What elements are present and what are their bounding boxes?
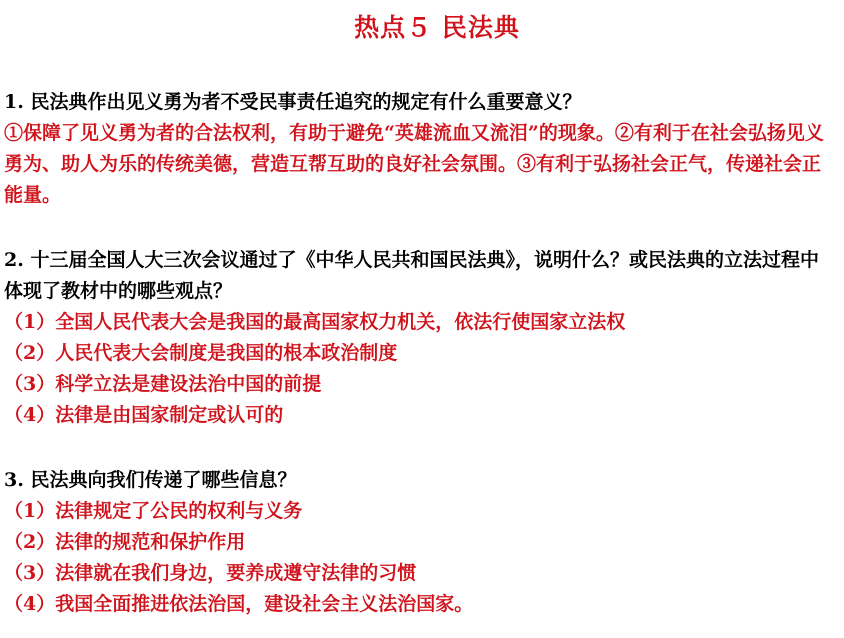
answer-2-item: （4）法律是由国家制定或认可的 bbox=[4, 404, 284, 426]
answer-2-item: （3）科学立法是建设法治中国的前提 bbox=[4, 373, 322, 395]
page-title: 热点５ 民法典 bbox=[354, 13, 520, 42]
answer-1-paragraph: ①保障了见义勇为者的合法权利，有助于避免“英雄流血又流泪”的现象。②有利于在社会弘扬见义勇为、助人为乐的传统美德，营造互帮互助的良好社会氛围。③有利于弘扬社会正气，传递社会正能量。 bbox=[4, 122, 824, 206]
answer-3-item: （2）法律的规范和保护作用 bbox=[4, 531, 246, 553]
answer-2-item: （2）人民代表大会制度是我国的根本政治制度 bbox=[4, 342, 398, 364]
answer-3-item: （3）法律就在我们身边，要养成遵守法律的习惯 bbox=[4, 562, 417, 584]
answer-3-list bbox=[4, 496, 834, 620]
answer-3-item: （1）法律规定了公民的权利与义务 bbox=[4, 500, 303, 522]
answer-2-list bbox=[4, 307, 834, 431]
answer-2-item: （1）全国人民代表大会是我国的最高国家权力机关，依法行使国家立法权 bbox=[4, 311, 626, 333]
answer-3-item: （4）我国全面推进依法治国，建设社会主义法治国家。 bbox=[4, 593, 474, 615]
question-3: 3. 民法典向我们传递了哪些信息？ bbox=[4, 469, 297, 491]
section-3 bbox=[4, 465, 834, 620]
section-2 bbox=[4, 245, 834, 465]
question-1: 1. 民法典作出见义勇为者不受民事责任追究的规定有什么重要意义？ bbox=[4, 91, 582, 113]
document-body bbox=[4, 87, 834, 620]
section-1 bbox=[4, 87, 834, 245]
question-2: 2. 十三届全国人大三次会议通过了《中华人民共和国民法典》，说明什么？或民法典的立法过程中体现了教材中的哪些观点？ bbox=[4, 249, 819, 302]
